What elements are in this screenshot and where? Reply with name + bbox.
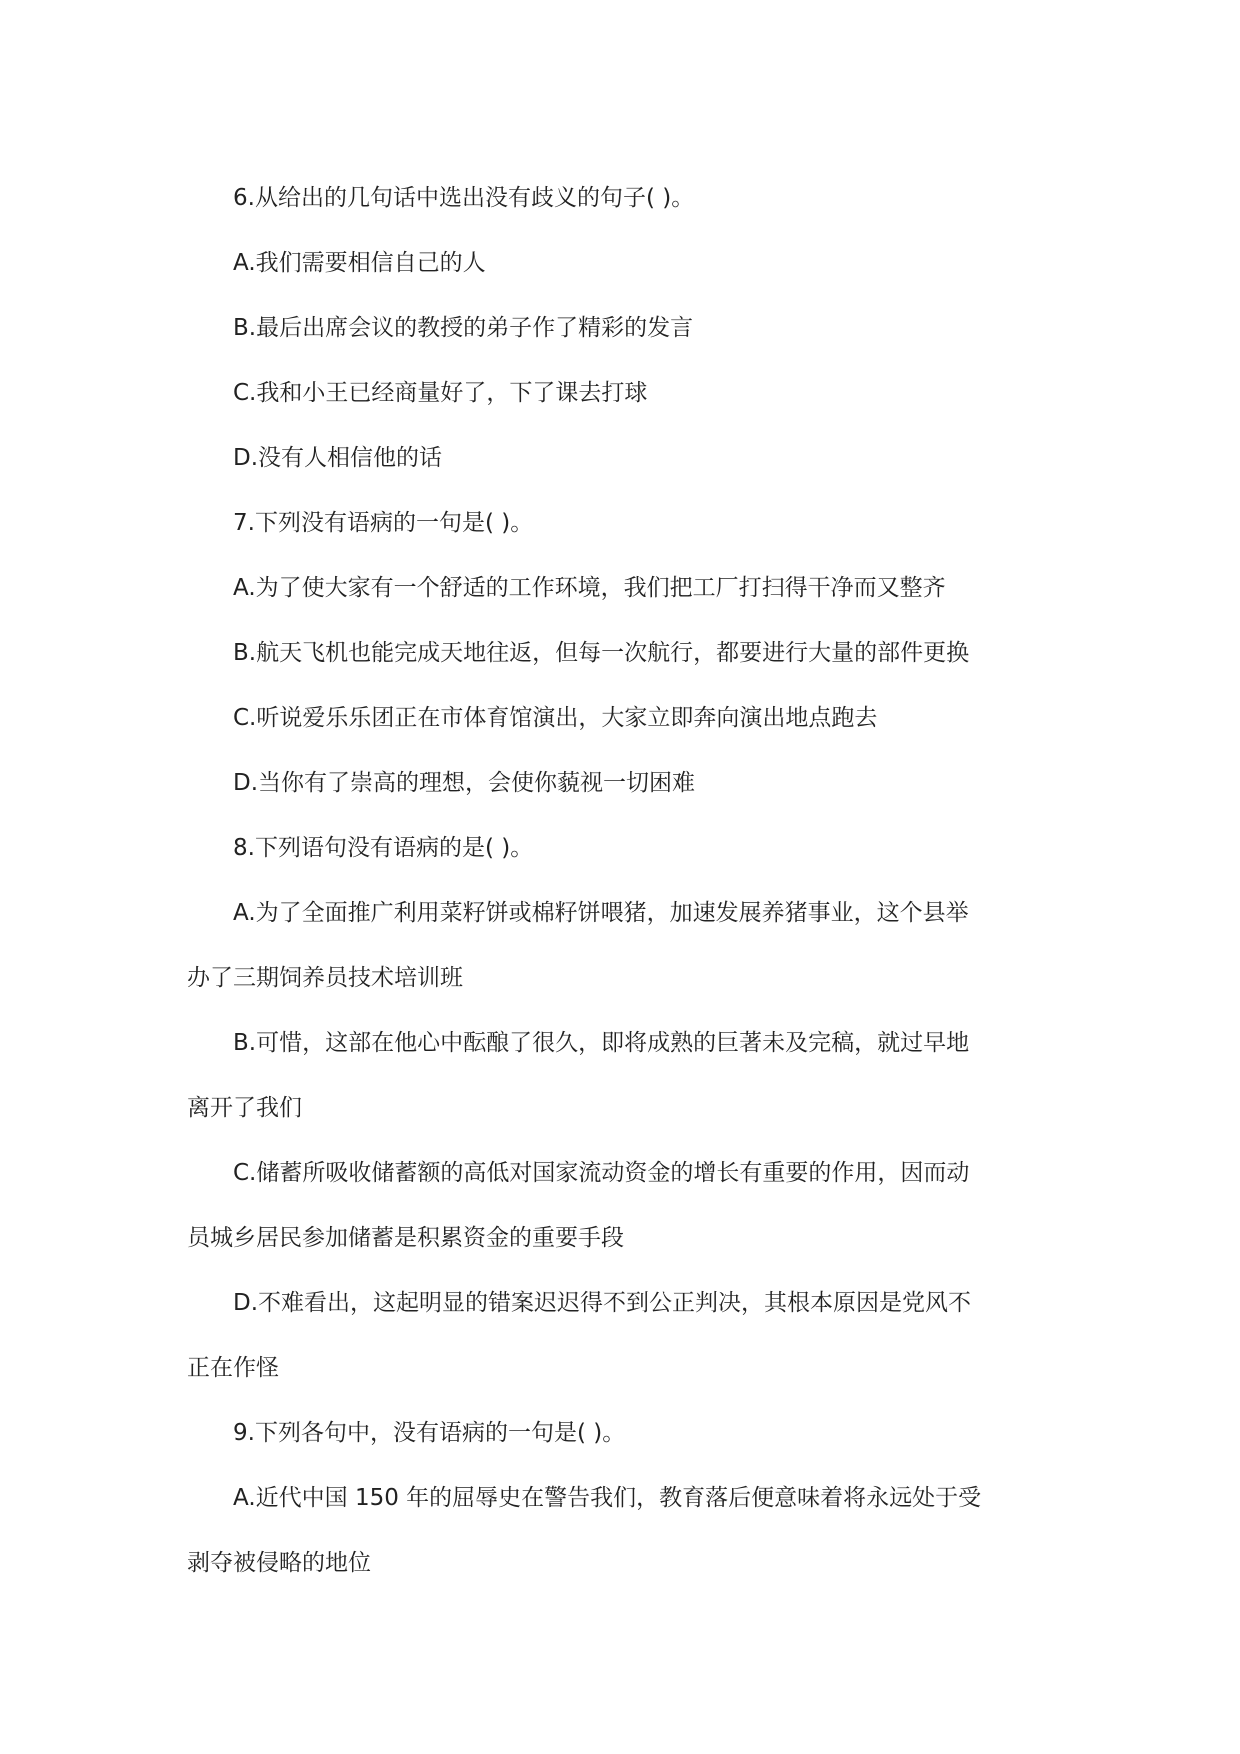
option-line: B.航天飞机也能完成天地往返，但每一次航行，都要进行大量的部件更换: [233, 640, 970, 666]
option-line: A.为了使大家有一个舒适的工作环境，我们把工厂打扫得干净而又整齐: [233, 575, 946, 601]
option-continuation-line: 办了三期饲养员技术培训班: [187, 965, 463, 991]
option-line: A.近代中国 150 年的屈辱史在警告我们，教育落后便意味着将永远处于受: [233, 1485, 982, 1511]
option-line: B.最后出席会议的教授的弟子作了精彩的发言: [233, 315, 694, 341]
option-continuation-line: 剥夺被侵略的地位: [187, 1550, 371, 1576]
question-stem: 7.下列没有语病的一句是( )。: [233, 510, 534, 536]
option-line: B.可惜，这部在他心中酝酿了很久，即将成熟的巨著未及完稿，就过早地: [233, 1030, 970, 1056]
question-stem: 8.下列语句没有语病的是( )。: [233, 835, 534, 861]
document-content: [187, 166, 1057, 1596]
question-stem: 9.下列各句中，没有语病的一句是( )。: [233, 1420, 626, 1446]
option-continuation-line: 员城乡居民参加储蓄是积累资金的重要手段: [187, 1225, 624, 1251]
option-line: C.听说爱乐乐团正在市体育馆演出，大家立即奔向演出地点跑去: [233, 705, 878, 731]
option-continuation-line: 正在作怪: [187, 1355, 279, 1381]
option-line: D.不难看出，这起明显的错案迟迟得不到公正判决，其根本原因是党风不: [233, 1290, 972, 1316]
option-continuation-line: 离开了我们: [187, 1095, 302, 1121]
option-line: C.储蓄所吸收储蓄额的高低对国家流动资金的增长有重要的作用，因而动: [233, 1160, 970, 1186]
option-line: D.当你有了崇高的理想，会使你藐视一切困难: [233, 770, 696, 796]
option-line: A.为了全面推广利用菜籽饼或棉籽饼喂猪，加速发展养猪事业，这个县举: [233, 900, 969, 926]
option-line: D.没有人相信他的话: [233, 445, 443, 471]
option-line: C.我和小王已经商量好了，下了课去打球: [233, 380, 648, 406]
question-stem: 6.从给出的几句话中选出没有歧义的句子( )。: [233, 185, 695, 211]
option-line: A.我们需要相信自己的人: [233, 250, 486, 276]
